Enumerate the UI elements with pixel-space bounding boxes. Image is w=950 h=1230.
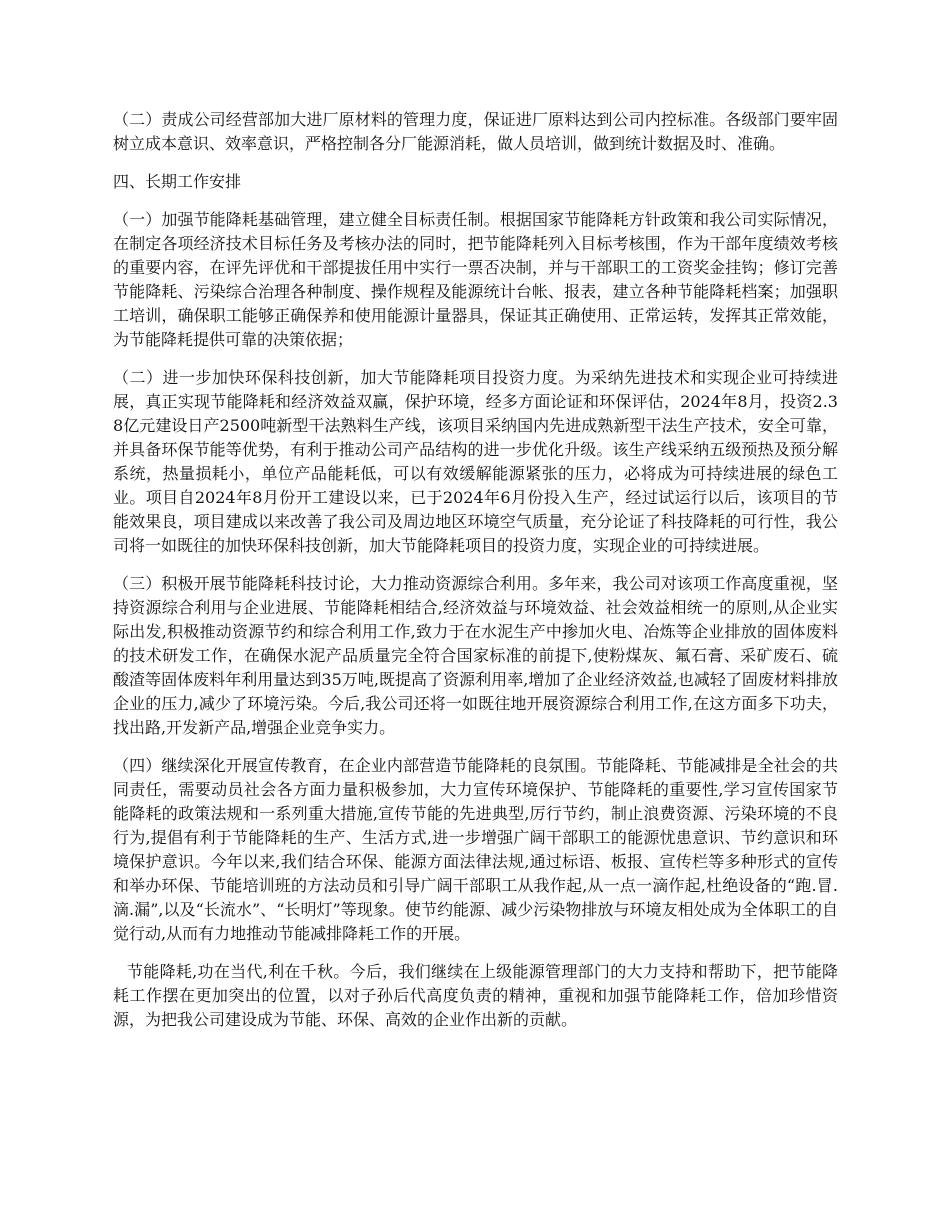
- paragraph-conclusion: 节能降耗,功在当代,利在千秋。今后，我们继续在上级能源管理部门的大力支持和帮助下，把节能降耗工作摆在更加突出的位置，以对子孙后代高度负责的精神，重视和加强节能降耗工作，倍加珍惜资源，为把我公司建设成为节能、环保、高效的企业作出新的贡献。: [113, 962, 838, 1029]
- paragraph-tech-innovation: （二）进一步加快环保科技创新，加大节能降耗项目投资力度。为采纳先进技术和实现企业可持续进展，真正实现节能降耗和经济效益双赢，保护环境，经多方面论证和环保评估，2024年8月，投资2.38亿元建设日产2500吨新型干法熟料生产线，该项目采纳国内先进成熟新型干法生产技术，安全可靠，并具备环保节能等优势，有利于推动公司产品结构的进一步优化升级。该生产线采纳五级预热及预分解系统，热量损耗小，单位产品能耗低，可以有效缓解能源紧张的压力，必将成为可持续进展的绿色工业。项目自2024年8月份开工建设以来，已于2024年6月份投入生产，经过试运行以后，该项目的节能效果良，项目建成以来改善了我公司及周边地区环境空气质量，充分论证了科技降耗的可行性，我公司将一如既往的加快环保科技创新，加大节能降耗项目的投资力度，实现企业的可持续进展。: [113, 368, 838, 555]
- section-heading-long-term-plan: 四、长期工作安排: [113, 172, 242, 191]
- document-body: [113, 108, 838, 1046]
- paragraph-raw-material-management: （二）责成公司经营部加大进厂原材料的管理力度，保证进厂原料达到公司内控标准。各级部门要牢固树立成本意识、效率意识，严格控制各分厂能源消耗，做人员培训，做到统计数据及时、准确。: [113, 110, 838, 153]
- paragraph-publicity-education: （四）继续深化开展宣传教育，在企业内部营造节能降耗的良氛围。节能降耗、节能减排是全社会的共同责任，需要动员社会各方面力量积极参加，大力宣传环境保护、节能降耗的重要性,学习宣传国家节能降耗的政策法规和一系列重大措施,宣传节能的先进典型,厉行节约，制止浪费资源、污染环境的不良行为,提倡有利于节能降耗的生产、生活方式,进一步增强广阔干部职工的能源忧患意识、节约意识和环境保护意识。今年以来,我们结合环保、能源方面法律法规,通过标语、板报、宣传栏等多种形式的宣传和举办环保、节能培训班的方法动员和引导广阔干部职工从我作起,从一点一滴作起,杜绝设备的“跑.冒.滴.漏”,以及“长流水”、“长明灯”等现象。使节约能源、减少污染物排放与环境友相处成为全体职工的自觉行动,从而有力地推动节能减排降耗工作的开展。: [113, 756, 838, 943]
- paragraph-resource-utilization: （三）积极开展节能降耗科技讨论，大力推动资源综合利用。多年来，我公司对该项工作高度重视，坚持资源综合利用与企业进展、节能降耗相结合,经济效益与环境效益、社会效益相统一的原则,从企业实际出发,积极推动资源节约和综合利用工作,致力于在水泥生产中掺加火电、冶炼等企业排放的固体废料的技术研发工作，在确保水泥产品质量完全符合国家标准的前提下,使粉煤灰、氟石膏、采矿废石、硫酸渣等固体废料年利用量达到35万吨,既提高了资源利用率,增加了企业经济效益,也减轻了固废材料排放企业的压力,减少了环境污染。今后,我公司还将一如既往地开展资源综合利用工作,在这方面多下功夫，找出路,开发新产品,增强企业竞争实力。: [113, 574, 838, 737]
- paragraph-basic-management: （一）加强节能降耗基础管理，建立健全目标责任制。根据国家节能降耗方针政策和我公司实际情况，在制定各项经济技术目标任务及考核办法的同时，把节能降耗列入目标考核围，作为干部年度绩效考核的重要内容，在评先评优和干部提拔任用中实行一票否决制，并与干部职工的工资奖金挂钩；修订完善节能降耗、污染综合治理各种制度、操作规程及能源统计台帐、报表，建立各种节能降耗档案；加强职工培训，确保职工能够正确保养和使用能源计量器具，保证其正确使用、正常运转，发挥其正常效能，为节能降耗提供可靠的决策依据；: [113, 210, 838, 349]
